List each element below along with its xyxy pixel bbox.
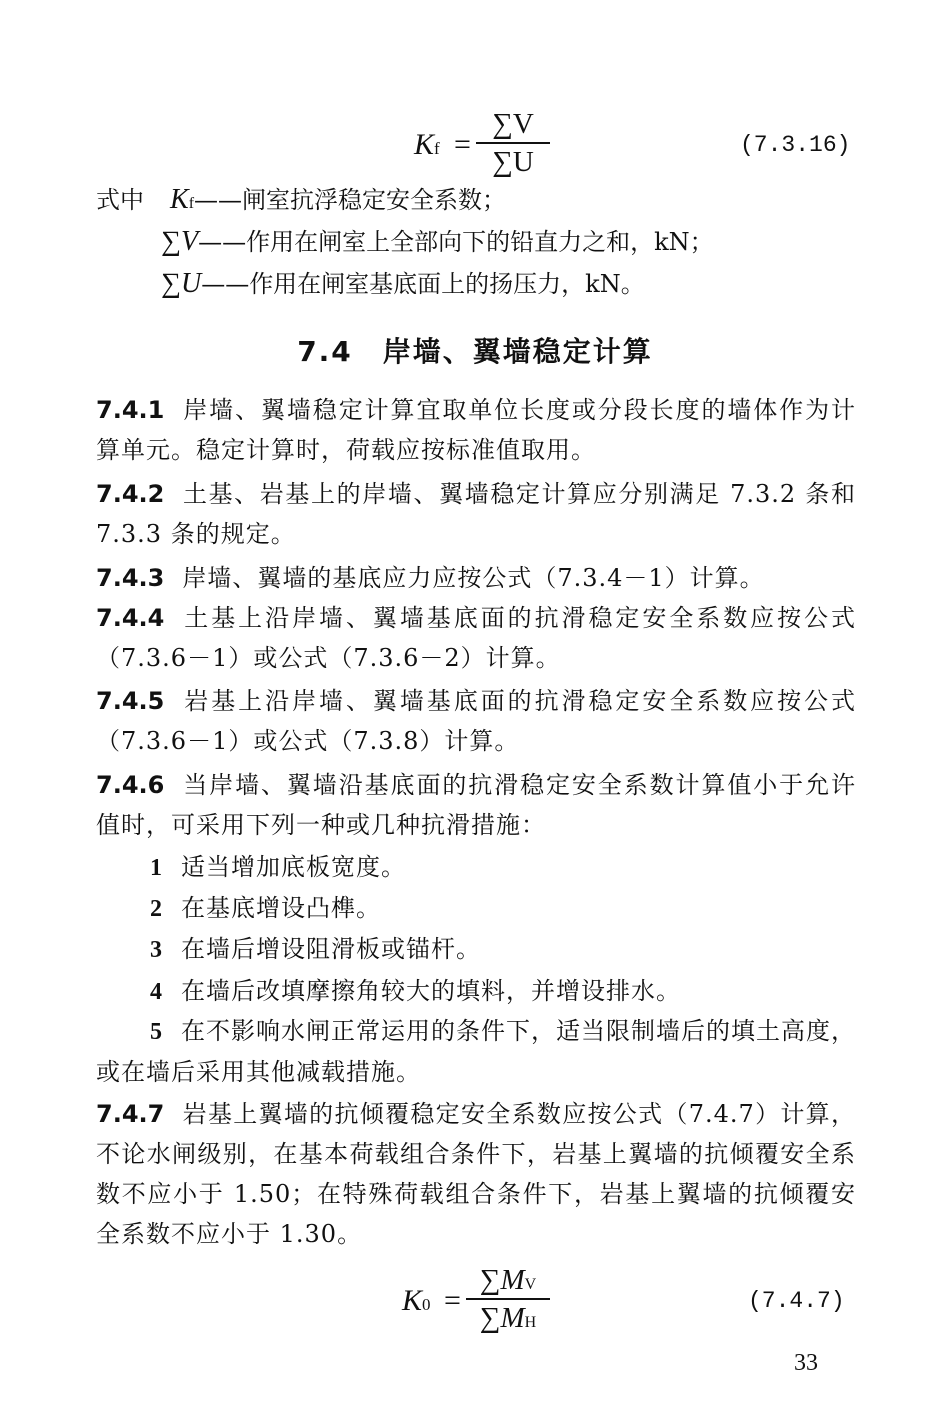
clause-text: 岸墙、翼墙的基底应力应按公式（7.3.4－1）计算。 bbox=[182, 564, 765, 592]
formula-numerator: ∑MV bbox=[479, 1264, 537, 1296]
clause-7-4-4 bbox=[96, 598, 856, 678]
definition-line-1 bbox=[96, 183, 506, 221]
measure-number: 2 bbox=[150, 896, 163, 922]
clause-number: 7.4.3 bbox=[96, 564, 165, 592]
measure-text: 在基底增设凸榫。 bbox=[181, 894, 381, 922]
definition-symbol-sub: f bbox=[188, 195, 195, 212]
clause-number: 7.4.6 bbox=[96, 771, 165, 799]
clause-7-4-5 bbox=[96, 681, 856, 761]
definition-symbol: ∑U bbox=[161, 268, 202, 299]
formula-equals: = bbox=[454, 128, 471, 161]
definition-text: ——作用在闸室基底面上的扬压力，kN。 bbox=[201, 270, 645, 298]
clause-number: 7.4.1 bbox=[96, 396, 165, 424]
formula-fraction bbox=[466, 1266, 550, 1333]
measure-text: 在墙后增设阻滑板或锚杆。 bbox=[181, 935, 481, 963]
section-number: 7.4 bbox=[297, 335, 353, 368]
definition-text: ——作用在闸室上全部向下的铅直力之和，kN； bbox=[198, 228, 714, 256]
formula-denominator: ∑U bbox=[492, 146, 534, 178]
equation-number: (7.3.16) bbox=[740, 132, 851, 158]
clause-7-4-7 bbox=[96, 1094, 856, 1254]
fraction-bar bbox=[476, 142, 550, 144]
measure-item-4 bbox=[150, 971, 681, 1012]
definition-line-3 bbox=[161, 267, 645, 301]
clause-text: 岸墙、翼墙稳定计算宜取单位长度或分段长度的墙体作为计算单元。稳定计算时，荷载应按标准值取用。 bbox=[96, 396, 856, 464]
measure-number: 4 bbox=[150, 979, 163, 1005]
measure-number: 1 bbox=[150, 855, 163, 881]
definition-symbol: ∑V bbox=[161, 226, 199, 257]
clause-7-4-6 bbox=[96, 765, 856, 845]
definition-text: ——闸室抗浮稳定安全系数； bbox=[194, 186, 507, 214]
measure-number: 5 bbox=[150, 1019, 163, 1045]
formula-7-3-16 bbox=[0, 108, 950, 188]
measure-text: 在不影响水闸正常运用的条件下，适当限制墙后的填土高度，或在墙后采用其他减载措施。 bbox=[96, 1017, 856, 1086]
fraction-bar bbox=[466, 1298, 550, 1300]
measure-item-3 bbox=[150, 929, 481, 970]
formula-numerator: ∑V bbox=[492, 108, 534, 140]
formula-lhs: K0 bbox=[402, 1284, 431, 1317]
definition-symbol: K bbox=[170, 184, 189, 215]
measure-item-5 bbox=[96, 1011, 856, 1092]
definition-lead: 式中 bbox=[96, 186, 144, 214]
clause-number: 7.4.5 bbox=[96, 687, 165, 715]
measure-item-2 bbox=[150, 888, 381, 929]
formula-fraction bbox=[476, 110, 550, 177]
definition-line-2 bbox=[161, 225, 714, 259]
measure-number: 3 bbox=[150, 937, 163, 963]
measure-text: 在墙后改填摩擦角较大的填料，并增设排水。 bbox=[181, 977, 681, 1005]
section-heading bbox=[0, 330, 950, 370]
clause-number: 7.4.7 bbox=[96, 1100, 165, 1128]
clause-text: 当岸墙、翼墙沿基底面的抗滑稳定安全系数计算值小于允许值时，可采用下列一种或几种抗滑措施： bbox=[96, 771, 856, 839]
formula-equals: = bbox=[444, 1284, 461, 1317]
measure-item-1 bbox=[150, 847, 406, 888]
clause-text: 岩基上翼墙的抗倾覆稳定安全系数应按公式（7.4.7）计算，不论水闸级别，在基本荷载组合条件下，岩基上翼墙的抗倾覆安全系数不应小于 1.50；在特殊荷载组合条件下，岩基上翼墙的抗倾覆安全系数不应小于 1.30。 bbox=[96, 1100, 856, 1248]
formula-7-4-7 bbox=[0, 1264, 950, 1344]
clause-text: 土基、岩基上的岸墙、翼墙稳定计算应分别满足 7.3.2 条和 7.3.3 条的规定。 bbox=[96, 480, 856, 548]
clause-text: 土基上沿岸墙、翼墙基底面的抗滑稳定安全系数应按公式（7.3.6－1）或公式（7.3.6－2）计算。 bbox=[96, 604, 856, 672]
page-number: 33 bbox=[794, 1350, 818, 1376]
formula-denominator: ∑MH bbox=[479, 1302, 537, 1334]
section-title-text: 岸墙、翼墙稳定计算 bbox=[382, 335, 653, 368]
clause-number: 7.4.4 bbox=[96, 604, 165, 632]
clause-number: 7.4.2 bbox=[96, 480, 165, 508]
clause-text: 岩基上沿岸墙、翼墙基底面的抗滑稳定安全系数应按公式（7.3.6－1）或公式（7.3.8）计算。 bbox=[96, 687, 856, 755]
equation-number: (7.4.7) bbox=[748, 1288, 845, 1314]
clause-7-4-2 bbox=[96, 474, 856, 554]
clause-7-4-1 bbox=[96, 390, 856, 470]
formula-lhs: Kf bbox=[414, 128, 440, 161]
measure-text: 适当增加底板宽度。 bbox=[181, 853, 406, 881]
clause-7-4-3 bbox=[96, 558, 856, 598]
